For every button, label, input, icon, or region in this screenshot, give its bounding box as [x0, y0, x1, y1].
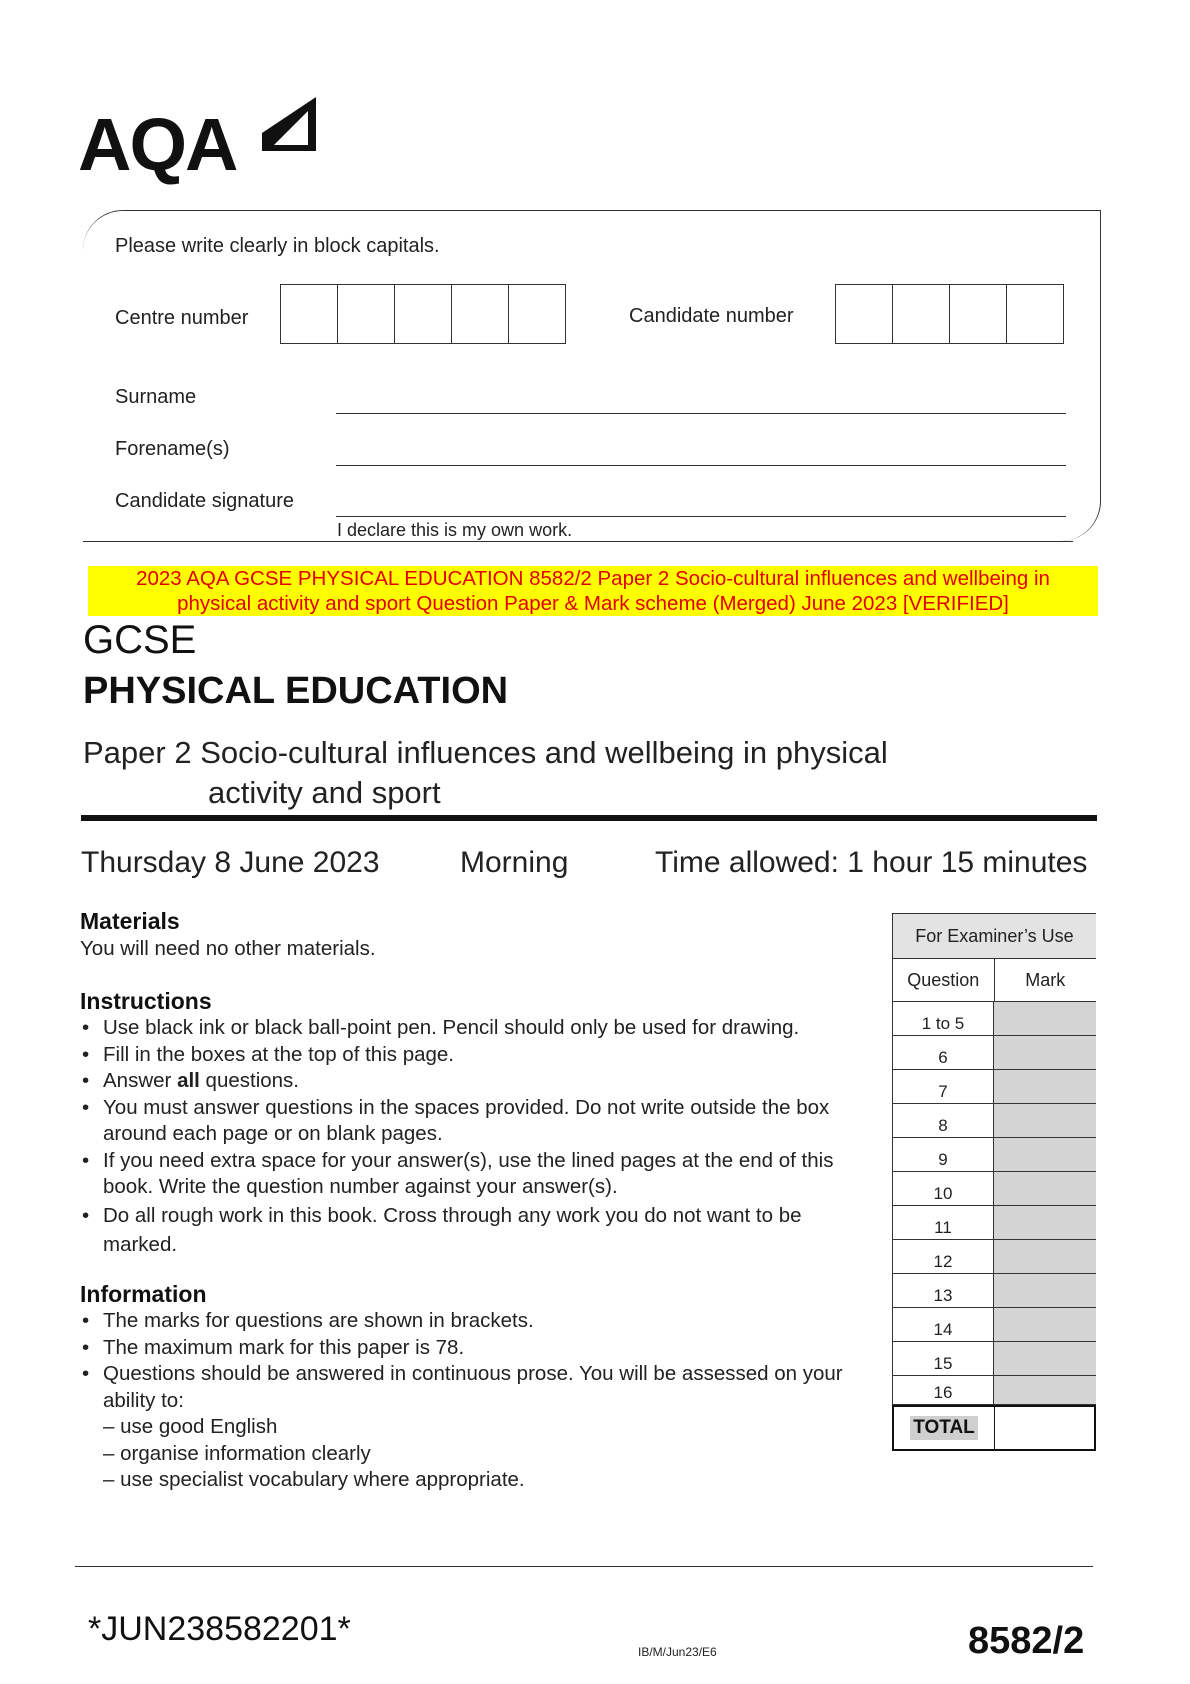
total-label: TOTAL	[910, 1416, 978, 1440]
surname-field[interactable]	[336, 413, 1066, 414]
subject-title: PHYSICAL EDUCATION	[83, 670, 509, 712]
mark-cell	[994, 1138, 1096, 1171]
signature-field[interactable]	[336, 516, 1066, 517]
question-cell: 15	[893, 1342, 994, 1375]
information-heading: Information	[80, 1281, 207, 1307]
mark-cell	[994, 1342, 1096, 1375]
examiner-table-row	[892, 1104, 1096, 1138]
document-reference: IB/M/Jun23/E6	[638, 1645, 717, 1659]
instruction-item	[80, 1068, 870, 1095]
examiner-table-row	[892, 1206, 1096, 1240]
examiner-table-row	[892, 1308, 1096, 1342]
candidate-number-boxes[interactable]	[835, 284, 1064, 344]
examiner-table-row	[892, 1070, 1096, 1104]
examiner-table-row	[892, 1172, 1096, 1206]
materials-text: You will need no other materials.	[80, 937, 376, 960]
question-cell: 10	[893, 1172, 994, 1205]
examiner-table-header-row	[892, 959, 1096, 1002]
examiner-table-row	[892, 1342, 1096, 1376]
candidate-number-label: Candidate number	[629, 305, 794, 327]
surname-label: Surname	[115, 386, 197, 408]
mark-cell	[994, 1070, 1096, 1103]
answer-prefix: Answer	[103, 1069, 178, 1092]
candidate-box-bottom-rule	[83, 541, 1073, 542]
examiner-use-table	[892, 913, 1096, 1451]
mark-cell	[994, 1002, 1096, 1035]
instruction-item: • Use black ink or black ball-point pen. Pencil should only be used for drawing.	[80, 1015, 870, 1042]
signature-label: Candidate signature	[115, 490, 295, 512]
examiner-table-row	[892, 1002, 1096, 1036]
centre-digit-box[interactable]	[452, 285, 509, 343]
instructions-heading: Instructions	[80, 988, 212, 1014]
qualification-level: GCSE	[83, 618, 197, 662]
paper-title	[83, 733, 983, 813]
question-cell: 6	[893, 1036, 994, 1069]
mark-cell	[994, 1206, 1096, 1239]
question-cell: 12	[893, 1240, 994, 1273]
candidate-digit-box[interactable]	[950, 285, 1007, 343]
question-cell: 13	[893, 1274, 994, 1307]
information-list	[80, 1308, 870, 1414]
materials-section	[80, 908, 880, 962]
document-banner	[88, 566, 1098, 616]
mark-cell	[994, 1172, 1096, 1205]
centre-digit-box[interactable]	[338, 285, 395, 343]
exam-session: Morning	[460, 846, 569, 879]
question-cell: 1 to 5	[893, 1002, 994, 1035]
question-column-header: Question	[893, 959, 995, 1001]
mark-cell	[994, 1308, 1096, 1341]
question-cell: 8	[893, 1104, 994, 1137]
instruction-item: • Fill in the boxes at the top of this page.	[80, 1042, 870, 1069]
question-cell: 11	[893, 1206, 994, 1239]
examiner-total-row	[892, 1405, 1096, 1451]
logo-mark-icon	[260, 93, 320, 153]
information-section	[80, 1281, 870, 1494]
information-item: • The maximum mark for this paper is 78.	[80, 1335, 870, 1362]
banner-line-1: 2023 AQA GCSE PHYSICAL EDUCATION 8582/2 Paper 2 Socio-cultural influences and wellbeing in	[136, 567, 1050, 590]
paper-title-line-1: Paper 2 Socio-cultural influences and wellbeing in physical	[83, 735, 888, 770]
candidate-digit-box[interactable]	[836, 285, 893, 343]
candidate-digit-box[interactable]	[1007, 285, 1063, 343]
mark-cell	[994, 1036, 1096, 1069]
centre-digit-box[interactable]	[281, 285, 338, 343]
answer-all-bold: all	[177, 1069, 200, 1092]
question-cell: 7	[893, 1070, 994, 1103]
barcode-text: *JUN238582201*	[88, 1610, 351, 1648]
criteria-item: – organise information clearly	[103, 1441, 371, 1465]
logo-text: AQA	[78, 103, 237, 186]
instruction-item: • You must answer questions in the spaces provided. Do not write outside the box around each page or on blank pages.	[80, 1095, 870, 1148]
question-cell: 9	[893, 1138, 994, 1171]
question-cell: 16	[893, 1376, 994, 1404]
examiner-table-row	[892, 1376, 1096, 1405]
question-cell: 14	[893, 1308, 994, 1341]
block-capitals-instruction: Please write clearly in block capitals.	[115, 235, 440, 257]
criteria-item: – use good English	[103, 1415, 278, 1438]
candidate-digit-box[interactable]	[893, 285, 950, 343]
exam-date: Thursday 8 June 2023	[81, 846, 380, 879]
aqa-logo	[78, 88, 338, 188]
instruction-item: • Do all rough work in this book. Cross through any work you do not want to be marked.	[80, 1201, 870, 1259]
mark-cell	[994, 1376, 1096, 1404]
mark-column-header: Mark	[1025, 969, 1066, 990]
centre-digit-box[interactable]	[395, 285, 452, 343]
centre-digit-box[interactable]	[509, 285, 565, 343]
assessment-criteria-list	[80, 1414, 870, 1494]
title-rule	[81, 815, 1097, 821]
information-item: • Questions should be answered in continuous prose. You will be assessed on your ability to:	[80, 1361, 870, 1414]
forename-field[interactable]	[336, 465, 1066, 466]
examiner-table-row	[892, 1138, 1096, 1172]
footer-rule	[75, 1566, 1093, 1567]
examiner-table-row	[892, 1274, 1096, 1308]
examiner-table-heading: For Examiner’s Use	[892, 913, 1096, 959]
mark-cell	[994, 1104, 1096, 1137]
answer-suffix: questions.	[199, 1069, 300, 1092]
mark-cell	[994, 1240, 1096, 1273]
centre-number-label: Centre number	[115, 307, 249, 329]
criteria-item: – use specialist vocabulary where appropriate.	[103, 1468, 525, 1491]
instructions-list	[80, 1015, 870, 1259]
time-allowed: Time allowed: 1 hour 15 minutes	[655, 846, 1088, 879]
centre-number-boxes[interactable]	[280, 284, 566, 344]
mark-cell	[994, 1274, 1096, 1307]
paper-title-line-2: activity and sport	[208, 775, 441, 810]
instructions-section	[80, 988, 870, 1259]
paper-code: 8582/2	[968, 1620, 1085, 1662]
materials-heading: Materials	[80, 908, 180, 934]
information-item: • The marks for questions are shown in brackets.	[80, 1308, 870, 1335]
examiner-table-row	[892, 1240, 1096, 1274]
declaration-text: I declare this is my own work.	[337, 520, 573, 540]
total-label-cell	[894, 1407, 995, 1449]
examiner-table-row	[892, 1036, 1096, 1070]
forename-label: Forename(s)	[115, 438, 230, 460]
instruction-item: • If you need extra space for your answer(s), use the lined pages at the end of this book. Write the question number against your answer(s).	[80, 1148, 870, 1201]
banner-line-2: physical activity and sport Question Paper & Mark scheme (Merged) June 2023 [VERIFIED]	[177, 592, 1009, 615]
